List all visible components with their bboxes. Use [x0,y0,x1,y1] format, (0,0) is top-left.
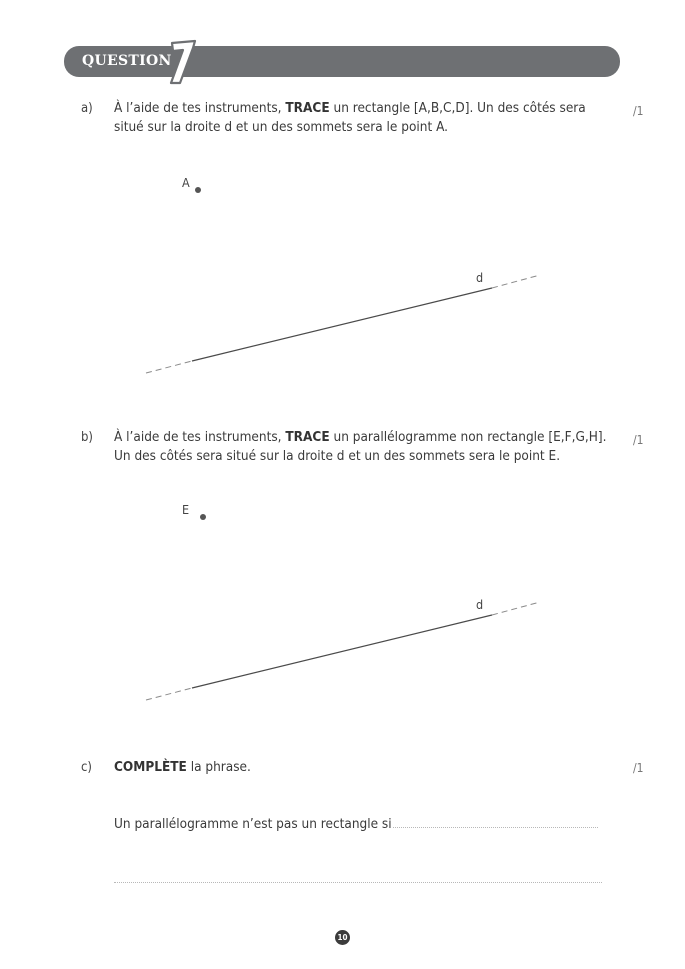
question-b-text: À l’aide de tes instruments, TRACE un parallélogramme non rectangle [E,F,G,H]. Un des côtés sera situé sur la droite d et un des sommets sera le point E. [114,429,607,464]
answer-line-2[interactable] [114,882,602,883]
line-d-solid-a [192,288,492,361]
line-d-dashed-right-a [492,275,540,288]
point-e-dot [200,514,206,520]
point-e-label: E [182,502,190,517]
question-c-text: COMPLÈTE la phrase. [114,759,251,775]
question-a-text: À l’aide de tes instruments, TRACE un rectangle [A,B,C,D]. Un des côtés sera situé sur la droite d et un des sommets sera le point A. [114,100,586,135]
point-a-label: A [182,175,190,190]
answer-line-1[interactable] [393,827,598,828]
line-d-dashed-right-b [492,602,540,615]
question-b-letter: b) [81,430,93,445]
question-c-score: /1 [633,761,644,775]
question-c-letter: c) [81,760,92,775]
question-a-letter: a) [81,101,93,116]
line-d-dashed-left-b [146,688,192,700]
question-label: QUESTION [82,53,172,69]
question-c-sentence: Un parallélogramme n’est pas un rectangle si [114,816,392,832]
page-number-badge: 10 [335,930,350,945]
question-b-score: /1 [633,433,644,447]
line-d-solid-b [192,615,492,688]
line-d-label-a: d [476,270,484,285]
line-d-label-b: d [476,597,484,612]
line-d-dashed-left-a [146,361,192,373]
question-a-score: /1 [633,104,644,118]
